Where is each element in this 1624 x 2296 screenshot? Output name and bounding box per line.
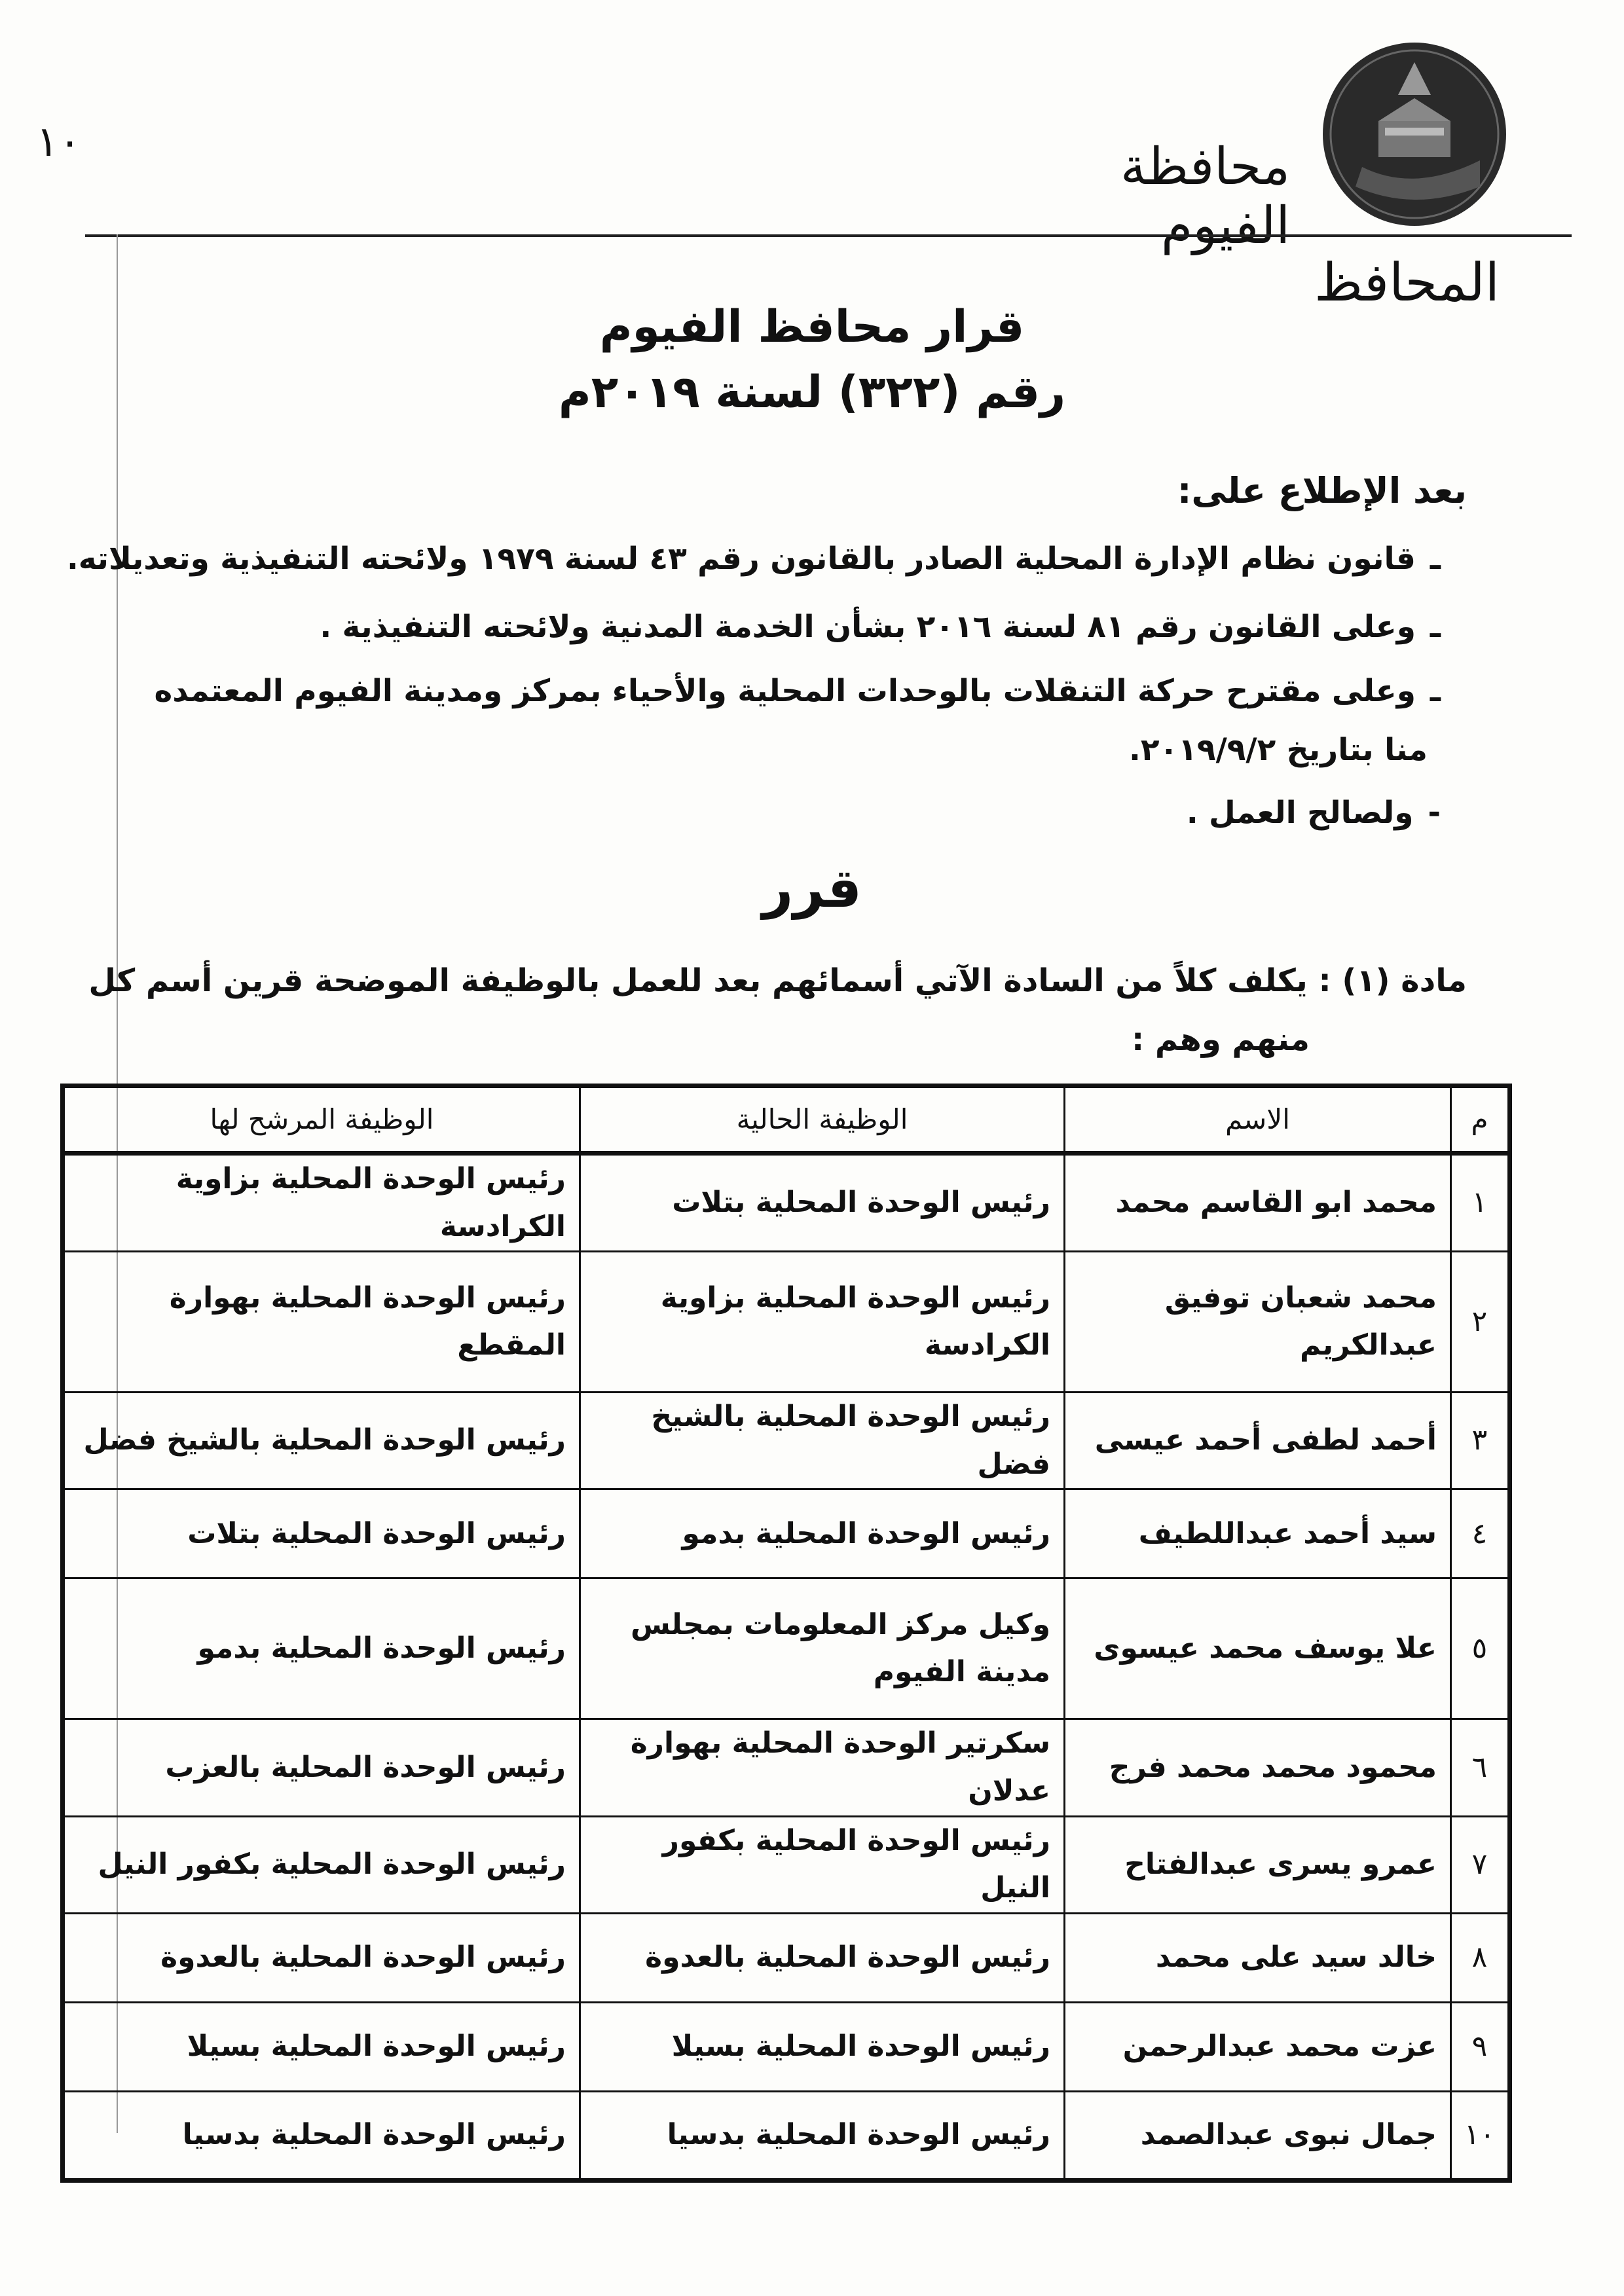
governorate-name: محافظة الفيوم [1120,137,1290,255]
header-nominated-job: الوظيفة المرشح لها [63,1086,580,1154]
table-row [63,1393,1510,1489]
row-name: سيد أحمد عبداللطيف [1065,1489,1451,1578]
row-num: ٢ [1451,1252,1510,1393]
table-row [63,1816,1510,1913]
row-num: ١ [1451,1154,1510,1252]
office-title: المحافظ [1314,252,1500,313]
row-nominated-job: رئيس الوحدة المحلية بدمو [63,1578,580,1719]
row-current-job: رئيس الوحدة المحلية بكفور النيل [580,1816,1065,1913]
header-current-job: الوظيفة الحالية [580,1086,1065,1154]
row-nominated-job: رئيس الوحدة المحلية بسيلا [63,2002,580,2091]
header-name: الاسم [1065,1086,1451,1154]
row-current-job: رئيس الوحدة المحلية بزاوية الكرادسة [580,1252,1065,1393]
table-row [63,1489,1510,1578]
row-name: أحمد لطفى أحمد عيسى [1065,1393,1451,1489]
handwritten-page-mark: ١٠ [36,118,81,166]
header-divider [85,234,1572,237]
row-nominated-job: رئيس الوحدة المحلية بالعدوة [63,1913,580,2002]
row-nominated-job: رئيس الوحدة المحلية بزاوية الكرادسة [63,1154,580,1252]
row-num: ٥ [1451,1578,1510,1719]
row-nominated-job: رئيس الوحدة المحلية بالعزب [63,1719,580,1816]
row-num: ٦ [1451,1719,1510,1816]
decision-number: رقم (٣٢٢) لسنة ٢٠١٩م [558,367,1066,418]
decision-title: قرار محافظ الفيوم [599,301,1025,353]
row-current-job: رئيس الوحدة المحلية بدمو [580,1489,1065,1578]
row-name: محمد شعبان توفيق عبدالكريم [1065,1252,1451,1393]
row-current-job: رئيس الوحدة المحلية بسيلا [580,2002,1065,2091]
emblem-icon [1316,36,1513,232]
row-nominated-job: رئيس الوحدة المحلية بالشيخ فضل [63,1393,580,1489]
row-name: محمود محمد محمد فرج [1065,1719,1451,1816]
table-row [63,1719,1510,1816]
preamble-clause: ـقانون نظام الإدارة المحلية الصادر بالقانون رقم ٤٣ لسنة ١٩٧٩ ولائحته التنفيذية وتعديلاته. [66,541,1441,577]
row-num: ١٠ [1451,2091,1510,2180]
row-num: ٣ [1451,1393,1510,1489]
row-name: علا يوسف محمد عيسوى [1065,1578,1451,1719]
preamble-clause: -ولصالح العمل . [1186,795,1441,831]
article-1-continuation: منهم وهم : [1131,1021,1310,1058]
article-1-text: مادة (١) : يكلف كلاً من السادة الآتي أسمائهم بعد للعمل بالوظيفة الموضحة قرين أسم كل [88,962,1467,999]
row-current-job: رئيس الوحدة المحلية بدسيا [580,2091,1065,2180]
row-current-job: وكيل مركز المعلومات بمجلس مدينة الفيوم [580,1578,1065,1719]
row-nominated-job: رئيس الوحدة المحلية بهوارة المقطع [63,1252,580,1393]
table-row [63,1578,1510,1719]
table-row [63,2002,1510,2091]
preamble-clause-continuation: منا بتاريخ ٢٠١٩/٩/٢. [1128,732,1428,768]
row-nominated-job: رئيس الوحدة المحلية بتلات [63,1489,580,1578]
row-nominated-job: رئيس الوحدة المحلية بدسيا [63,2091,580,2180]
row-num: ٨ [1451,1913,1510,2002]
row-current-job: رئيس الوحدة المحلية بالعدوة [580,1913,1065,2002]
decided-heading: قرر [762,858,862,920]
row-name: محمد ابو القاسم محمد [1065,1154,1451,1252]
row-name: عمرو يسرى عبدالفتاح [1065,1816,1451,1913]
table-header-row [63,1086,1510,1154]
governorate-emblem [1316,36,1513,232]
table-row [63,1913,1510,2002]
row-name: خالد سيد على محمد [1065,1913,1451,2002]
row-num: ٩ [1451,2002,1510,2091]
row-name: عزت محمد عبدالرحمن [1065,2002,1451,2091]
header-num: م [1451,1086,1510,1154]
row-nominated-job: رئيس الوحدة المحلية بكفور النيل [63,1816,580,1913]
preamble-intro: بعد الإطلاع على: [1177,470,1467,511]
table-row [63,2091,1510,2180]
preamble-clause: ـوعلى مقترح حركة التنقلات بالوحدات المحلية والأحياء بمركز ومدينة الفيوم المعتمده [154,673,1441,709]
row-current-job: رئيس الوحدة المحلية بالشيخ فضل [580,1393,1065,1489]
table-row [63,1154,1510,1252]
table-row [63,1252,1510,1393]
row-current-job: رئيس الوحدة المحلية بتلات [580,1154,1065,1252]
row-name: جمال نبوى عبدالصمد [1065,2091,1451,2180]
preamble-clause: ـوعلى القانون رقم ٨١ لسنة ٢٠١٦ بشأن الخدمة المدنية ولائحته التنفيذية . [320,609,1441,645]
row-num: ٧ [1451,1816,1510,1913]
assignments-table [60,1084,1512,2183]
row-num: ٤ [1451,1489,1510,1578]
row-current-job: سكرتير الوحدة المحلية بهوارة عدلان [580,1719,1065,1816]
